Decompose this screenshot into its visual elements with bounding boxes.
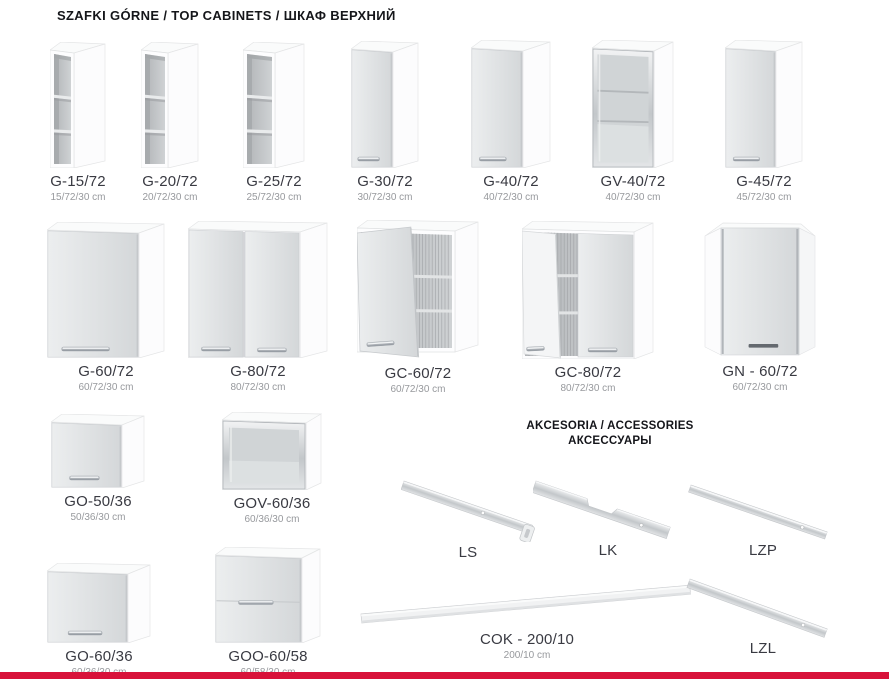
product-cell: [23, 414, 173, 523]
product-cell: [558, 40, 708, 203]
accessories-title-line2: АКСЕССУАРЫ: [568, 435, 652, 447]
product-cell: [31, 222, 181, 393]
product-dims: 50/36/30 cm: [70, 512, 126, 523]
cabinet-image-g-30-72: [351, 41, 419, 168]
accessory-cell: [533, 474, 683, 559]
product-code: GOV-60/36: [233, 495, 311, 512]
product-code: GV-40/72: [600, 173, 666, 190]
cabinet-image-go-50-36: [51, 414, 145, 488]
accessory-cell: [685, 572, 841, 657]
accessory-cell: [401, 474, 536, 561]
cabinet-image-g-45-72: [725, 40, 803, 168]
product-dims: 40/72/30 cm: [605, 192, 661, 203]
product-cell: [183, 221, 333, 393]
product-code: G-15/72: [50, 173, 106, 190]
product-code: GC-80/72: [554, 364, 622, 381]
accessory-image-ls: [401, 474, 536, 542]
accessory-cell: [687, 478, 839, 559]
accessory-dims: 200/10 cm: [503, 650, 551, 661]
accessory-image-cok-200-10: [356, 581, 698, 629]
product-cell: [193, 547, 343, 678]
accessory-code: LZP: [748, 542, 778, 559]
accessory-code: LK: [598, 542, 618, 559]
product-dims: 45/72/30 cm: [736, 192, 792, 203]
product-code: G-60/72: [78, 363, 134, 380]
accessory-cell: [356, 581, 698, 661]
product-code: G-25/72: [246, 173, 302, 190]
product-code: GO-60/36: [65, 648, 133, 665]
product-code: GN - 60/72: [722, 363, 798, 380]
product-dims: 80/72/30 cm: [560, 383, 616, 394]
product-code: G-20/72: [142, 173, 198, 190]
product-cell: [685, 222, 835, 393]
product-code: G-40/72: [483, 173, 539, 190]
accessory-image-lzl: [685, 572, 841, 638]
accessory-image-lzp: [687, 478, 839, 540]
accessory-code: LS: [458, 544, 478, 561]
product-dims: 60/72/30 cm: [732, 382, 788, 393]
product-code: G-45/72: [736, 173, 792, 190]
cabinet-image-gn-60-72: [703, 222, 817, 358]
cabinet-image-goo-60-58: [215, 547, 321, 643]
product-cell: [24, 563, 174, 678]
cabinet-image-g-20-72: [141, 42, 199, 168]
product-code: GC-60/72: [384, 365, 452, 382]
product-dims: 20/72/30 cm: [142, 192, 198, 203]
product-dims: 60/72/30 cm: [78, 382, 134, 393]
cabinet-image-g-60-72: [47, 222, 165, 358]
product-dims: 15/72/30 cm: [50, 192, 106, 203]
product-cell: [343, 220, 493, 395]
cabinet-image-g-80-72: [188, 221, 328, 358]
product-dims: 40/72/30 cm: [483, 192, 539, 203]
product-code: GOO-60/58: [228, 648, 308, 665]
footer-accent-bar: [0, 672, 889, 679]
accessory-image-lk: [533, 474, 683, 540]
cabinet-image-g-40-72: [471, 40, 551, 168]
cabinet-image-gov-60-36: [222, 412, 322, 490]
page-title: SZAFKI GÓRNE / TOP CABINETS / ШКАФ ВЕРХНИЙ: [57, 8, 396, 23]
product-code: GO-50/36: [64, 493, 132, 510]
cabinet-image-go-60-36: [47, 563, 151, 643]
cabinet-image-gv-40-72: [592, 40, 674, 168]
product-dims: 30/72/30 cm: [357, 192, 413, 203]
accessory-code: COK - 200/10: [479, 631, 575, 648]
product-code: G-80/72: [230, 363, 286, 380]
product-dims: 60/72/30 cm: [390, 384, 446, 395]
product-dims: 80/72/30 cm: [230, 382, 286, 393]
accessory-code: LZL: [749, 640, 777, 657]
product-cell: [197, 412, 347, 525]
accessories-title: [470, 419, 750, 449]
cabinet-image-g-25-72: [243, 42, 305, 168]
cabinet-image-gc-80-72: [522, 221, 654, 359]
product-dims: 60/36/30 cm: [244, 514, 300, 525]
product-cell: [513, 221, 663, 394]
product-code: G-30/72: [357, 173, 413, 190]
accessories-title-line1: AKCESORIA / ACCESSORIES: [526, 420, 694, 432]
cabinet-image-gc-60-72: [357, 220, 479, 360]
product-cell: [689, 40, 839, 203]
product-dims: 25/72/30 cm: [246, 192, 302, 203]
